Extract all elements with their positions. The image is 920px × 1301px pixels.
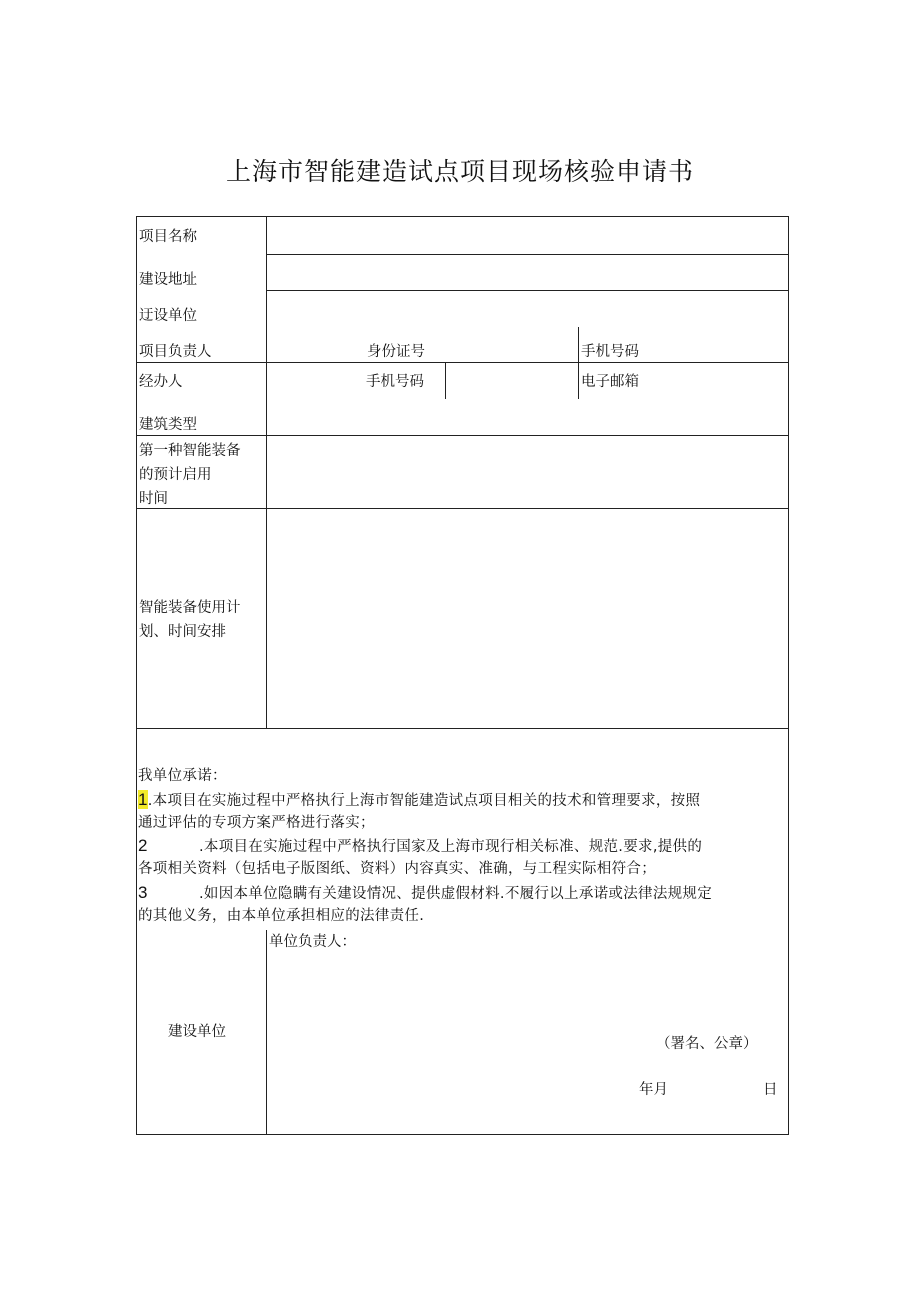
table-border-left bbox=[136, 216, 137, 1135]
table-border-top bbox=[136, 216, 789, 217]
label-equipment-plan-line2: 划、时间安排 bbox=[139, 624, 226, 640]
commitment-number-3: 3 bbox=[138, 883, 148, 902]
commitment-text-2a: .本项目在实施过程中严格执行国家及上海市现行相关标准、规范.要求,提供的 bbox=[199, 839, 703, 855]
label-mobile-operator: 手机号码 bbox=[366, 374, 424, 390]
label-first-equipment-line1: 第一种智能装备 bbox=[139, 443, 241, 459]
cell-divider bbox=[445, 362, 446, 399]
table-border-right bbox=[788, 216, 789, 1135]
signature-seal-note: （署名、公章） bbox=[656, 1036, 758, 1052]
label-project-leader: 项目负责人 bbox=[139, 344, 212, 360]
page-title: 上海市智能建造试点项目现场核验申请书 bbox=[225, 157, 694, 186]
commitment-text-2b: 各项相关资料（包括电子版图纸、资料）内容真实、准确，与工程实际相符合； bbox=[138, 861, 656, 877]
label-id-number: 身份证号 bbox=[367, 344, 425, 360]
construction-unit-label: 建设单位 bbox=[168, 1024, 226, 1040]
label-project-name: 项目名称 bbox=[139, 229, 197, 245]
commitment-item-3 bbox=[138, 884, 712, 903]
commitment-item-1 bbox=[138, 791, 700, 810]
label-construction-unit: 迂设单位 bbox=[139, 308, 197, 324]
label-building-type: 建筑类型 bbox=[139, 417, 197, 433]
date-year-month: 年月 bbox=[639, 1082, 668, 1098]
label-first-equipment-line3: 时间 bbox=[139, 491, 168, 507]
table-border-bottom bbox=[136, 1134, 789, 1135]
commitment-heading: 我单位承诺： bbox=[138, 768, 227, 784]
row-divider bbox=[136, 362, 789, 363]
label-operator: 经办人 bbox=[139, 374, 183, 390]
commitment-text-1b: 通过评估的专项方案严格进行落实； bbox=[138, 815, 375, 831]
label-column-divider bbox=[266, 216, 267, 728]
row-divider bbox=[136, 435, 789, 436]
date-day: 日 bbox=[763, 1082, 778, 1098]
commitment-text-3a: .如因本单位隐瞒有关建设情况、提供虚假材料.不履行以上承诺或法律法规规定 bbox=[199, 886, 713, 902]
commitment-item-2 bbox=[138, 837, 702, 856]
row-divider bbox=[266, 254, 789, 255]
row-divider bbox=[266, 290, 789, 291]
label-email: 电子邮箱 bbox=[581, 374, 639, 390]
label-mobile-leader: 手机号码 bbox=[581, 344, 639, 360]
commitment-number-2: 2 bbox=[138, 836, 148, 855]
label-address: 建设地址 bbox=[139, 272, 197, 288]
signature-column-divider bbox=[266, 930, 267, 1135]
row-divider bbox=[136, 728, 789, 729]
commitment-text-3b: 的其他义务，由本单位承担相应的法律责任. bbox=[138, 908, 425, 924]
label-first-equipment-line2: 的预计启用 bbox=[139, 467, 212, 483]
cell-divider bbox=[578, 327, 579, 399]
commitment-number-1: 1 bbox=[138, 790, 148, 809]
row-divider bbox=[136, 508, 789, 509]
commitment-text-1a: .本项目在实施过程中严格执行上海市智能建造试点项目相关的技术和管理要求，按照 bbox=[147, 793, 701, 809]
unit-leader-label: 单位负责人： bbox=[269, 934, 356, 950]
label-equipment-plan-line1: 智能装备使用计 bbox=[139, 600, 241, 616]
